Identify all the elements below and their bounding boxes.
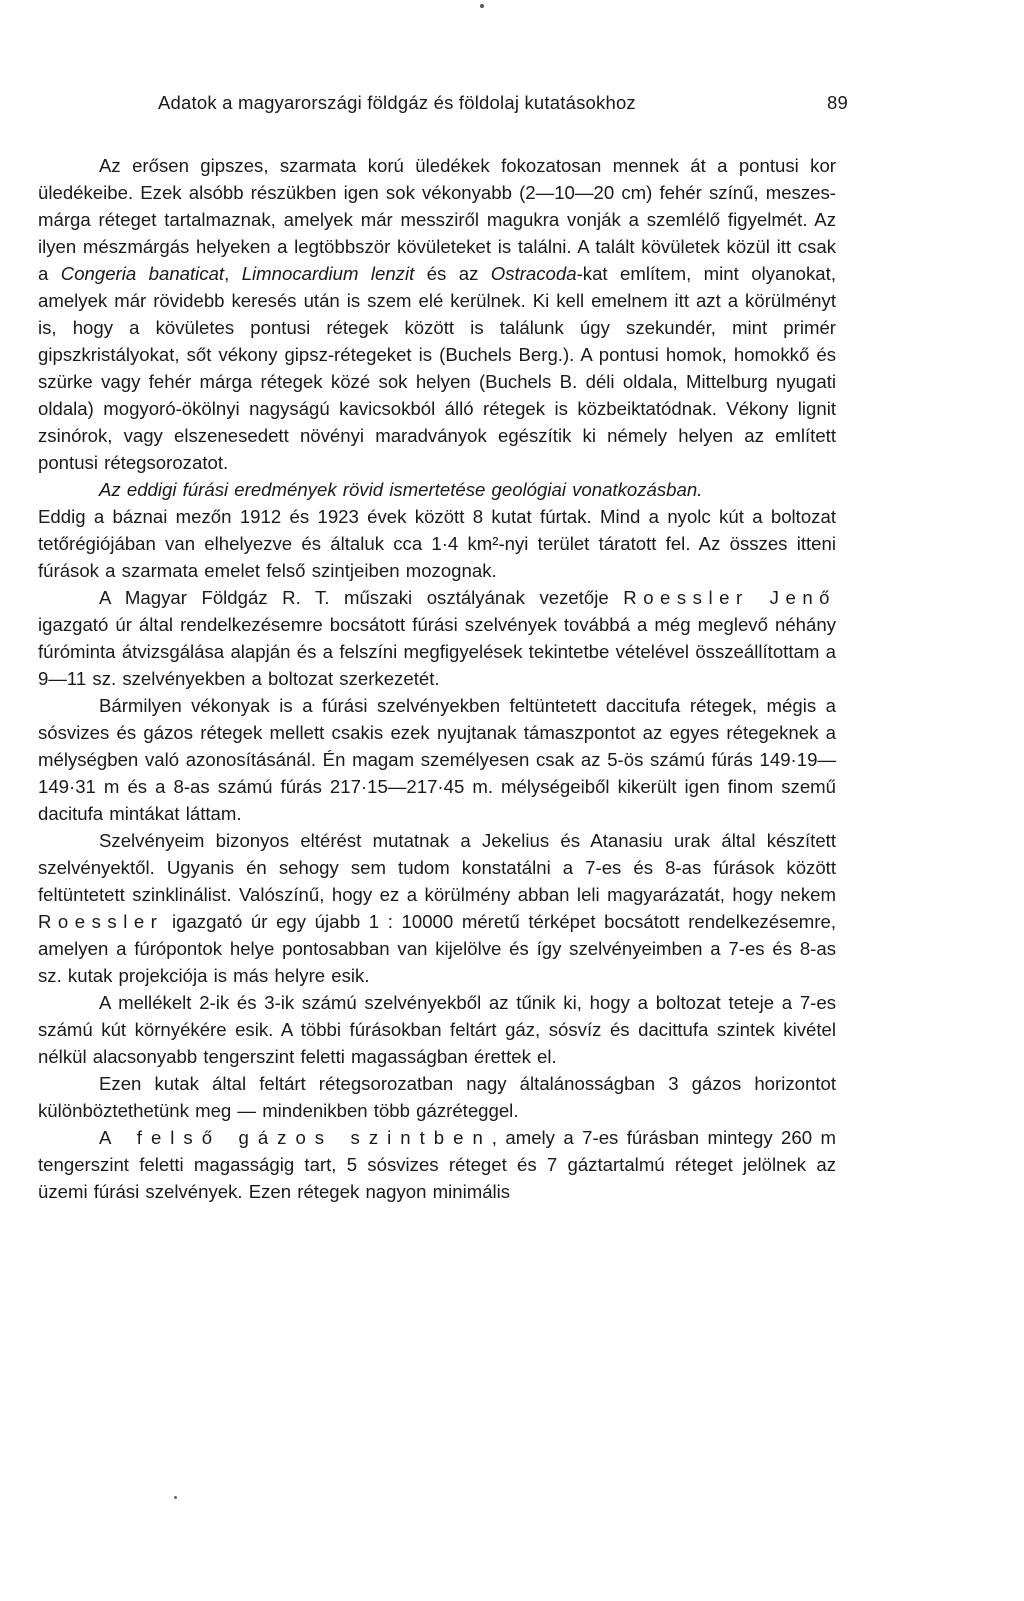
paragraph bbox=[38, 827, 836, 989]
paragraph bbox=[38, 152, 836, 476]
paragraph-text: Szelvényeim bizonyos eltérést mutatnak a Jekelius és Atanasiu urak által készített szelvényektől. Ugyanis én sehogy sem tudom konstatálni a 7-es és 8-as fúrások között feltüntetett szinklinálist. Valószínű, hogy ez a körülmény abban leli magyarázatát, hogy nekem bbox=[38, 830, 836, 905]
page-number: 89 bbox=[827, 92, 848, 113]
paragraph-text: igazgató úr egy újabb 1 : 10000 méretű térképet bocsátott rendelkezésemre, amelyen a fúrópontok helye pontosabban van kijelölve és így szelvényeimben a 7-es és 8-as sz. kutak projekciója is más helyre esik. bbox=[38, 911, 836, 986]
paragraph-text: , amely a 7-es fúrásban mintegy 260 m tengerszint feletti magasságig tart, 5 sósvizes réteget és 7 gáztartalmú réteget jelölnek az üzemi fúrási szelvények. Ezen rétegek nagyon minimális bbox=[38, 1127, 836, 1202]
paragraph: Bármilyen vékonyak is a fúrási szelvényekben feltüntetett daccitufa rétegek, mégis a sósvizes és gázos rétegek mellett csakis ezek nyujtanak támaszpontot az egyes rétegeknek a mélységben való azonosításánál. Én magam személyesen csak az 5-ös számú fúrás 149·19—149·31 m és a 8-as számú fúrás 217·15—217·45 m. mélységeiből kikerült igen finom szemű dacitufa mintákat láttam. bbox=[38, 695, 836, 824]
person-name: Roessler Jenő bbox=[623, 587, 836, 608]
species-name: Limnocardium lenzit bbox=[241, 263, 415, 284]
scan-speck bbox=[174, 1496, 177, 1499]
body-text bbox=[38, 152, 836, 1205]
person-name: Roessler bbox=[38, 911, 164, 932]
paragraph-text: Az erősen gipszes, szarmata korú üledékek fokozatosan mennek át a pontusi kor üledékeibe. Ezek alsóbb részükben igen sok vékonyabb (2—10—20 cm) fehér színű, meszes-márga réteget tartalmaznak, amelyek már messziről magukra vonják a szemlélő figyelmét. Az ilyen mészmárgás helyeken a legtöbbször kövületeket is találni. A talált kövületek közül itt csak a bbox=[38, 155, 836, 284]
paragraph: Ezen kutak által feltárt rétegsorozatban nagy általánosságban 3 gázos horizontot különböztethetünk meg — mindenikben több gázréteggel. bbox=[38, 1073, 836, 1121]
paragraph-text: -kat említem, mint olyanokat, amelyek már rövidebb keresés után is szem elé kerülnek. Ki kell emelnem itt azt a körülményt is, hogy a kövületes pontusi rétegek között is találunk úgy szekundér, mint primér gipszkristályokat, sőt vékony gipsz-rétegeket is (Buchels Berg.). A pontusi homok, homokkő és szürke vagy fehér márga rétegek közé sok helyen (Buchels B. déli oldala, Mittelburg nyugati oldala) mogyoró-ökölnyi nagyságú kavicsokból álló rétegek is közbeiktatódnak. Vékony lignit zsinórok, vagy elszenesedett növényi maradványok egészítik ki némely helyen az említett pontusi rétegsorozatot. bbox=[38, 263, 836, 473]
species-name: Ostracoda bbox=[490, 263, 577, 284]
paragraph: A mellékelt 2-ik és 3-ik számú szelvényekből az tűnik ki, hogy a boltozat teteje a 7-es számú kút környékére esik. A többi fúrásokban feltárt gáz, sósvíz és dacittufa szintek kivétel nélkül alacsonyabb tengerszint feletti magasságban érettek el. bbox=[38, 992, 836, 1067]
paragraph-text: és az bbox=[414, 263, 491, 284]
species-name: Congeria banaticat bbox=[60, 263, 225, 284]
section-heading: Az eddigi fúrási eredmények rövid ismertetése geológiai vonatkozásban. bbox=[99, 479, 703, 500]
spaced-emphasis: A felső gázos szintben bbox=[99, 1127, 492, 1148]
paragraph bbox=[38, 584, 836, 692]
scan-speck bbox=[480, 4, 484, 8]
paragraph-text: igazgató úr által rendelkezésemre bocsátott fúrási szelvények továbbá a még meglevő néhány fúróminta átvizsgálása alapján és a felszíni megfigyelések tekintetbe vételével összeállítottam a 9—11 sz. szelvényekben a boltozat szerkezetét. bbox=[38, 614, 836, 689]
running-title: Adatok a magyarországi földgáz és földolaj kutatásokhoz bbox=[158, 92, 636, 113]
page-header bbox=[158, 92, 848, 122]
paragraph-text: A Magyar Földgáz R. T. műszaki osztályának vezetője bbox=[99, 587, 624, 608]
paragraph: Eddig a báznai mezőn 1912 és 1923 évek között 8 kutat fúrtak. Mind a nyolc kút a boltozat tetőrégiójában van elhelyezve és általuk cca 1·4 km²-nyi terület táratott fel. Az összes itteni fúrások a szarmata emelet felső szintjeiben mozognak. bbox=[38, 506, 836, 581]
paragraph-text: , bbox=[224, 263, 242, 284]
paragraph bbox=[38, 1124, 836, 1205]
